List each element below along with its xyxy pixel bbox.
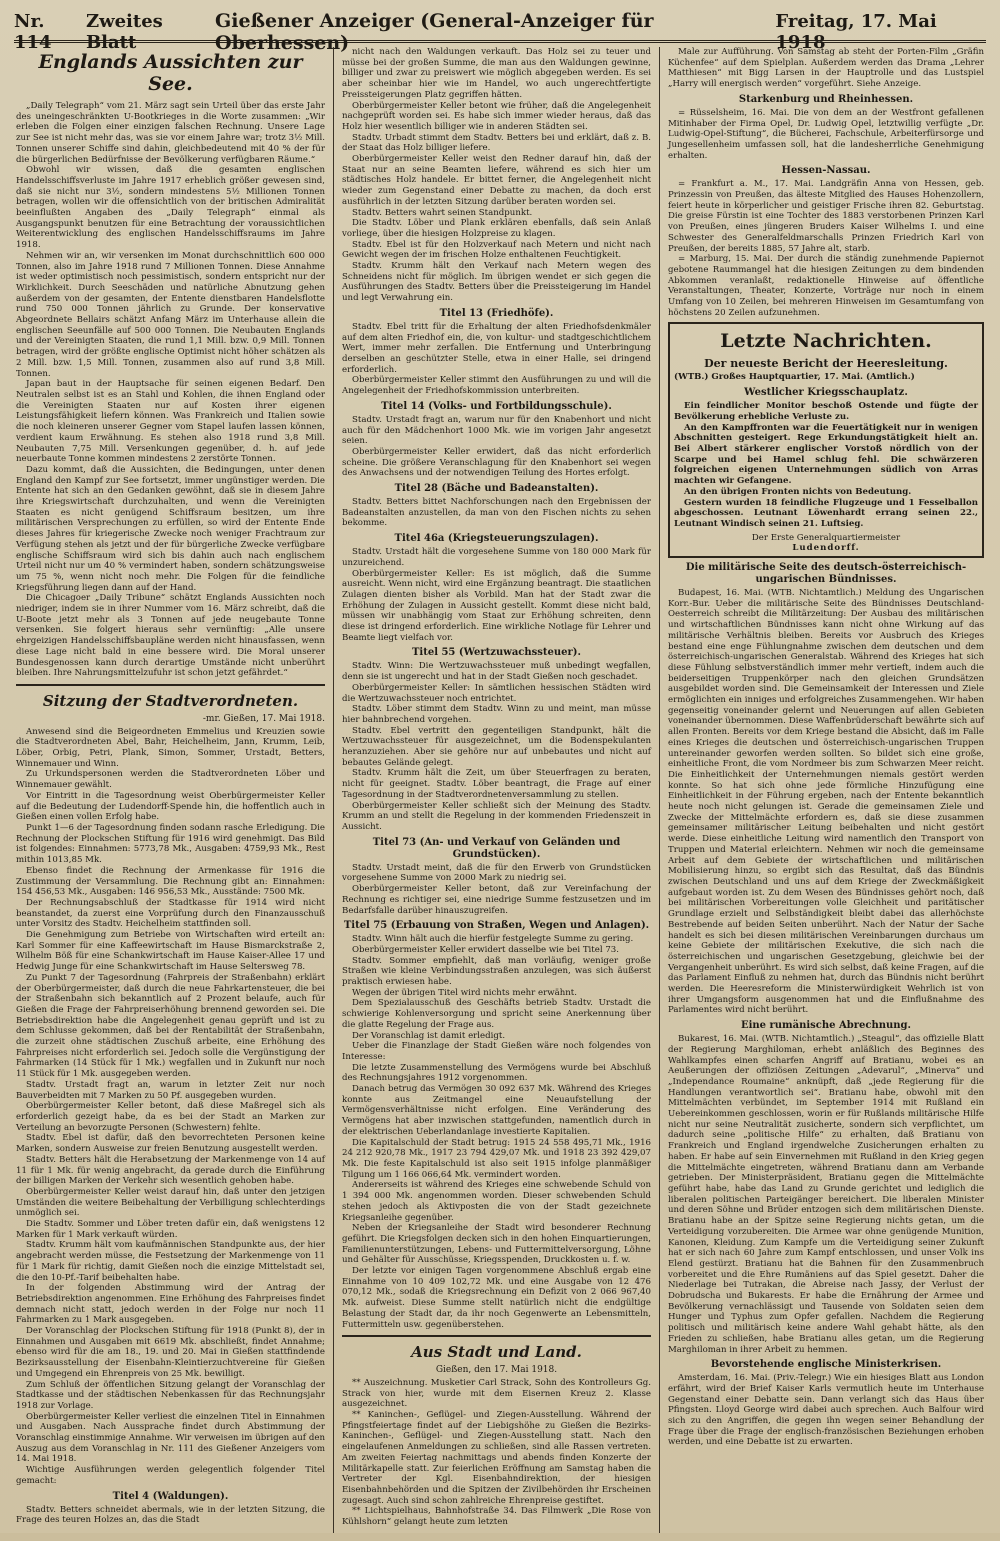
paragraph: Die Stadtv. Löber und Plank erklären ebenfalls, daß sein Anlaß vorliege, über die hiesigen Holzpreise zu klagen. — [342, 218, 651, 239]
paragraph: Nehmen wir an, wir versenken im Monat durchschnittlich 600 000 Tonnen, also im Jahre 1918 rund 7 Millionen Tonnen. Diese Annahme ist weder optimistisch noch pessimistisch, sondern entspricht nur der Wirklichkeit. Durch Seeschäden und natürliche Abnutzung gehen außerdem von der gesamten, der Entente dienstbaren Handelsflotte rund 750 000 Tonnen jährlich zu Grunde. Der konservative Abgeordnete Bellairs schätzt Anfang März im Unterhause allein die englischen Seeunfälle auf 500 000 Tonnen. Die Neubauten Englands und der Vereinigten Staaten, die rund 1,1 Mill. bzw. 0,9 Mill. Tonnen betragen, wird der größte englische Optimist nicht höher schätzen als 2 Mill. bzw. 1,5 Mill. Tonnen, zusammen also auf rund 3,8 Mill. Tonnen. — [16, 250, 325, 379]
paragraph: Stadtv. Betters schneidet abermals, wie in der letzten Sitzung, die Frage des teuren Holzes an, das die Stadt — [16, 1504, 325, 1526]
paragraph: An den übrigen Fronten nichts von Bedeutung. — [684, 486, 912, 497]
section-title-starkenburg: Starkenburg und Rheinhessen. — [738, 93, 914, 105]
paragraph: Stadtv. Ebel tritt für die Erhaltung der alten Friedhofsdenkmäler auf dem alten Friedhof ein, die, von kultur- und stadtgeschichtlichem Wert, immer mehr zerfallen. Die Entfernung und Unterbringung derselben an geschützter Stelle, etwa in einer Halle, sei dringend erforderlich. — [342, 321, 651, 375]
paragraph: Der letzte vor einigen Tagen vorgenommene Abschluß ergab eine Einnahme von 10 409 102,72 Mk. und eine Ausgabe von 12 476 070,12 Mk., sodaß die Kriegsrechnung ein Defizit von 2 066 967,40 Mk. aufweist. Diese Summe stellt natürlich nicht die endgültige Belastung der Stadt dar, da ihr noch Gegenwerte an Lebensmitteln, Futtermitteln usw. gegenüberstehen. — [342, 1266, 651, 1330]
body-cont-kino — [668, 47, 984, 90]
paragraph: In der folgenden Abstimmung wird der Antrag der Betriebsdirektion angenommen. Eine Erhöhung des Fahrpreises findet demnach nicht statt, jedoch werden in der Folge nur noch 11 Fahrmarken zu 1 Mark ausgegeben. — [16, 1283, 325, 1326]
article-body-cont — [342, 47, 651, 304]
paragraph: Stadtv. Urbadt stimmt dem Stadtv. Betters bei und erklärt, daß z. B. der Staat das Holz billiger liefere. — [342, 132, 651, 154]
article-title-england: Englands Aussichten zur See. — [38, 51, 303, 95]
article-body-england — [16, 101, 325, 679]
paragraph: Gestern wurden 18 feindliche Flugzeuge und 1 Fesselballon abgeschossen. Leutnant Löwenhardt errang seinen 22., Leutnant Windisch seinen 21. Luftsieg. — [674, 497, 978, 529]
paragraph: = Marburg, 15. Mai. Der durch die ständig zunehmende Papiernot gebotene Raummangel hat die hiesigen Zeitungen zu dem bindenden Abkommen veranlaßt, redaktionelle Hinweise auf öffentliche Veranstaltungen, Theater, Konzerte, Vorträge nur noch in einem Umfang von 10 Zeilen, bei mehreren Hinweisen im Gesamtumfang von höchstens 20 Zeilen aufzunehmen. — [668, 254, 984, 318]
paragraph: Stadtv. Krumm hält die Zeit, um über Steuerfragen zu beraten, nicht für geeignet. Stadtv. Löber beantragt, die Frage auf einer Tagesordnung in der Stadtverordnetenversammlung zu stellen. — [342, 768, 651, 800]
paragraph: Oberbürgermeister Keller verliest die einzelnen Titel in Einnahmen und Ausgaben. Nach Aussprache findet durch Abstimmung der Voranschlag einstimmige Annahme. Wir verweisen im übrigen auf den Auszug aus dem Voranschlag in Nr. 111 des Gießener Anzeigers vom 14. Mai 1918. — [16, 1411, 325, 1465]
body-titel14 — [342, 415, 651, 479]
paragraph: Stadtv. Ebel ist für den Holzverkauf nach Metern und nicht nach Gewicht wegen der im frischen Holze enthaltenen Feuchtigkeit. — [342, 239, 651, 261]
body-titel46a — [342, 547, 651, 643]
paragraph: Oberbürgermeister Keller erwidert dasselbe wie bei Titel 73. — [352, 944, 619, 955]
article-title-letzte-nachrichten: Letzte Nachrichten. — [720, 330, 932, 353]
body-englisch — [668, 1373, 984, 1448]
paragraph: = Rüsselsheim, 16. Mai. Die von dem an der Westfront gefallenen Mitinhaber der Firma Opel, Dr. Ludwig Opel, letztwillig verfügte „Dr. Ludwig-Opel-Stiftung“, die Bücherei, Fachschule, Arbeiterfürsorge und Jungesellenheim umfassen soll, hat die landesherrliche Genehmigung erhalten. — [668, 107, 984, 161]
paragraph: Stadtv. Urstadt meint, daß die für den Erwerb von Grundstücken vorgesehene Summe von 2000 Mark zu niedrig sei. — [342, 862, 651, 884]
masthead — [14, 10, 986, 54]
body-titel73 — [342, 863, 651, 917]
section-title-bericht: Der neueste Bericht der Heeresleitung. — [704, 357, 948, 371]
paragraph: Male zur Aufführung. Von Samstag ab steht der Porten-Film „Gräfin Küchenfee“ auf dem Spielplan. Außerdem werden das Drama „Lehrer Matthiesen“ mit Bigg Larsen in der Hauptrolle und das Lustspiel „Harry will energisch werden“ vorgeführt. Siehe Anzeige. — [668, 47, 984, 90]
paragraph: Ein feindlicher Monitor beschoß Ostende und fügte der Bevölkerung erhebliche Verluste zu. — [674, 401, 978, 422]
paragraph: Anwesend sind die Beigeordneten Emmelius und Kreuzien sowie die Stadtverordneten Abel, Bahr, Heichelheim, Jann, Krumm, Leib, Löber, Orbig, Petri, Plank, Simon, Sommer, Urstadt, Betters, Winnemauer und Winn. — [16, 726, 325, 769]
paragraph: Die letzte Zusammenstellung des Vermögens wurde bei Abschluß des Rechnungsjahres 1912 vorgenommen. — [342, 1062, 651, 1084]
article-body-titel4 — [16, 1505, 325, 1526]
article-title-sitzung: Sitzung der Stadtverordneten. — [42, 691, 299, 710]
dateline-stadt: Gießen, den 17. Mai 1918. — [435, 1365, 558, 1376]
body-titel75 — [342, 934, 651, 1330]
paragraph: Oberbürgermeister Keller betont wie früher, daß die Angelegenheit nachgeprüft worden sei. Es habe sich immer wieder heraus, daß das Holz hier wesentlich billiger wie in anderen Städten sei. — [342, 100, 651, 132]
paragraph: Stadtv. Urstadt fragt an, warum in letzter Zeit nur noch Bauverbeidten mit 7 Marken zu 50 Pf. ausgegeben wurden. — [16, 1079, 325, 1101]
section-title-titel55: Titel 55 (Wertzuwachssteuer). — [411, 647, 582, 659]
bottom-edge — [0, 1533, 1000, 1541]
paragraph: nicht nach den Waldungen verkauft. Das Holz sei zu teuer und müsse bei der großen Summe, die man aus den Waldungen gewinne, billiger und zwar zu preiswert wie möglich abgegeben werden. Es sei aber scheinbar hier wie im Handel, wo auch ungerechtfertigte Preissteigerungen Platz gegriffen hätten. — [342, 47, 651, 100]
paragraph: Zum Schluß der öffentlichen Sitzung gelangt der Voranschlag der Stadtkasse und der städtischen Nebenkassen für das Rechnungsjahr 1918 zur Vorlage. — [16, 1379, 325, 1411]
section-title-englisch: Bevorstehende englische Ministerkrisen. — [710, 1359, 942, 1371]
paragraph: Stadtv. Betters bittet Nachforschungen nach den Ergebnissen der Badeanstalten anzustellen, da man von den Fischen nichts zu sehen bekomme. — [342, 497, 651, 529]
paragraph: Oberbürgermeister Keller stimmt den Ausführungen zu und will die Angelegenheit der Friedhofskommission unterbreiten. — [342, 375, 651, 397]
columns — [14, 47, 986, 1537]
paragraph: Bukarest, 16. Mai. (WTB. Nichtamtlich.) „Steagul“, das offizielle Blatt der Regierung Marghiloman, erhebt anläßlich des Beginnes des Wahlkampfes einen scharfen Angriff auf Bratianu, wobei es an Aeußerungen der offiziösen Zeitungen „Adevarul“, „Minerva“ und „Independance Roumaine“ anknüpft, daß „jede Regierung für die Handlungen verantwortlich sei“. Bratianu habe, obwohl mit den Mittelmächten verbündet, im September 1914 mit Rußland ein Uebereinkommen geschlossen, worin er für Rußlands militärische Hilfe nicht nur seine Neutralität zusicherte, sondern sich verpflichtet, um dadurch seine „politische Hilfe“ zu erhalten, daß Bratianu von Frankreich und England irgendwelche Zusicherungen erhalten zu haben. Er habe auf sein Einvernehmen mit Rußland in den Krieg gegen die Mittelmächte eingetreten, während Bratianu dann am Verbande getrieben. Der Ministerpräsident, Bratianu gegen die Mittelmächte geführt habe, habe das Land zu Grunde gerichtet und lediglich die liberalen politischen Parteigänger bereichert. Die liberalen Minister und deren Söhne und Brüder entzogen sich dem militärischen Dienste. Bratianu habe an der Spitze seine Regierung nichts getan, um die Verteidigung vorzubereiten. Die Armee war ohne genügende Munition, Kanonen, Kleidung. Zum Kampfe um die Verteidigung seiner Zukunft hat er sich nach 60 Jahre zum Kampf entschlossen, und unser Volk ins Elend gestürzt. Bratianu hat die Bahnen für den Zusammenbruch vorbereitet und die Ehre Rumäniens auf das Spiel gesetzt. Daher die Niederlage bei Tutrakan, die Abreise nach Jassy, der Verlust der Dobrudscha und Bukarests. Er habe die Ernährung der Armee und Bevölkerung vernachlässigt und Tausende von Soldaten seien dem Hunger und Typhus zum Opfer gefallen. Nachdem die Regierung politisch und militärisch keine andere Wahl gehabt hätte, als den Frieden zu schließen, habe Bratianu alles getan, um die Regierung Marghiloman in ihrer Arbeit zu hemmen. — [668, 1034, 984, 1355]
paragraph: Dazu kommt, daß die Aussichten, die Bedingungen, unter denen England den Kampf zur See fortsetzt, immer ungünstiger werden. Die Entente hat sich an den Gedanken gewöhnt, daß sie in diesem Jahre ihre Kriegswirtschaft durchzuhalten, und wenn die Vereinigten Staaten es nicht genügend Schiffsraum besitzen, um ihre militärischen Versprechungen zu erfüllen, so wird der Entente Ende dieses Jahres für kriegerische Zwecke noch weniger Frachtraum zur Verfügung stehen als jetzt und der für bürgerliche Zwecke verfügbare englische Schiffsraum wird sich bis dahin auch nach englischem Urteil nicht nur um 40 % vermindert haben, sondern schätzungsweise um 75 %, wenn nicht noch mehr. Die Folgen für die feindliche Kriegsführung liegen dann auf der Hand. — [16, 464, 325, 593]
paragraph: Oberbürgermeister Keller betont, daß diese Maßregel sich als erforderlich gezeigt habe, da es bei der Stadt an Marken zur Verteilung an bevorzugte Personen (Schwestern) fehlte. — [16, 1101, 325, 1133]
paragraph: Stadtv. Ebel vertritt den gegenteiligen Standpunkt, hält die Wertzuwachssteuer für ausgezeichnet, um die Bodenspekulanten heranzuziehen. Aber sie gehöre nur auf unbebautes und nicht auf bebautes Gelände gelegt. — [342, 725, 651, 768]
section-title-titel28: Titel 28 (Bäche und Badeanstalten). — [394, 483, 599, 495]
paragraph: Stadtv. Betters hält die Herabsetzung der Markenmenge von 14 auf 11 für 1 Mk. für wenig angebracht, da gerade durch die Einführung der billigen Marken der Verkehr sich wesentlich gehoben habe. — [16, 1154, 325, 1187]
paragraph: Neben der Kriegsanleihe der Stadt wird besonderer Rechnung geführt. Die Kriegsfolgen decken sich in den hohen Einquartierungen, Familienunterstützungen, Lebens- und Futtermittelversorgung, Löhne und Gehälter für Ausschüsse, Kriegsspenden, Druckkosten u. f. w. — [342, 1223, 651, 1266]
dateline: -mr. Gießen, 17. Mai 1918. — [202, 713, 325, 724]
paragraph: Punkt 1—6 der Tagesordnung finden sodann rasche Erledigung. Die Rechnung der Plockschen Stiftung für 1916 wird genehmigt. Das Bild ist folgendes: Einnahmen: 5773,78 Mk., Ausgaben: 4759,93 Mk., Rest mithin 1013,85 Mk. — [16, 823, 325, 866]
paragraph: Stadtv. Winn hält auch die hierfür festgelegte Summe zu gering. — [352, 934, 634, 945]
paragraph: Stadtv. Ebel ist dafür, daß den bevorrechteten Personen keine Marken, sondern Ausweise zur freien Benutzung ausgestellt werden. — [16, 1133, 325, 1155]
body-westlicher — [674, 401, 978, 529]
paragraph: Zu Punkt 7 der Tagesordnung (Fahrpreis der Straßenbahn) erklärt der Oberbürgermeister, daß durch die neue Fahrkartensteuer, die bei der Straßenbahn sich bekanntlich auf 2 Prozent belaufe, auch für Gießen die Frage der Fahrpreiserhöhung brennend geworden sei. Die Betriebsdirektion habe die Angelegenheit genau geprüft und ist zu dem Schlusse gekommen, daß bei der Rentabilität der Straßenbahn, die zurzeit ohne städtischen Zuschuß arbeite, eine Erhöhung des Fahrpreises nicht erforderlich sei. Jedoch solle die Vergünstigung der Fahrmarken (14 Stück für 1 Mk.) wegfallen und in Zukunft nur noch 11 Stück für 1 Mk. ausgegeben werden. — [16, 972, 325, 1080]
paragraph: Der Voranschlag ist damit erledigt. — [352, 1030, 506, 1041]
section-title-titel46a: Titel 46a (Kriegsteuerungszulagen). — [394, 533, 599, 545]
paragraph: ** Auszeichnung. Musketier Carl Strack, Sohn des Kontrolleurs Gg. Strack von hier, wurde mit dem Eisernen Kreuz 2. Klasse ausgezeichnet. — [342, 1377, 651, 1410]
paragraph: Wichtige Ausführungen werden gelegentlich folgender Titel gemacht: — [16, 1465, 325, 1486]
column-1 — [14, 47, 334, 1537]
paragraph: Amsterdam, 16. Mai. (Priv.-Telegr.) Wie ein hiesiges Blatt aus London erfährt, wird der Brief Kaiser Karls vermutlich heute im Unterhause Gegenstand einer Debatte sein. Dann verlangt sich das Haus über Pfingsten. Lloyd George wird dabei auch sprechen. Auch Balfour wird sich zu den Angriffen, die gegen ihn wegen seiner Behandlung der Frage über die Frage der englisch-französischen Beziehungen erhoben werden, und eine Debatte ist zu erwarten. — [668, 1373, 984, 1448]
section-title-westlicher: Westlicher Kriegsschauplatz. — [744, 387, 908, 399]
paragraph: Stadtv. Betters wahrt seinen Standpunkt. — [352, 207, 533, 218]
article-body-sitzung — [16, 727, 325, 1487]
body-titel13 — [342, 322, 651, 397]
section-title-titel4: Titel 4 (Waldungen). — [112, 1490, 229, 1502]
paragraph: Obwohl wir wissen, daß die gesamten englischen Handelsschiffsverluste im Jahre 1917 erheblich größer gewesen sind, daß sie nicht nur 3½, sondern mindestens 5½ Millionen Tonnen betragen, wollen wir die offensichtlich von der britischen Admiralität beeinflußten Angaben des „Daily Telegraph“ einmal als Ausgangspunkt benutzen für eine Betrachtung der voraussichtlichen Weiterentwicklung des englischen Handelsschiffsraums im Jahre 1918. — [16, 165, 325, 251]
section-title-hessen-nassau: Hessen-Nassau. — [781, 165, 871, 177]
paragraph: Dem Spezialausschuß des Geschäfts betrieb Stadtv. Urstadt die schwierige Kohlenversorgung und spricht seine Anerkennung über die glatte Regelung der Frage aus. — [342, 998, 651, 1030]
paragraph: Oberbürgermeister Keller erwidert, daß das nicht erforderlich scheine. Die größere Veranschlagung für den Knabenhort sei wegen des Anwachsens und der notwendigen Teilung des Hortes erfolgt. — [342, 446, 651, 479]
section-title-titel13: Titel 13 (Friedhöfe). — [439, 307, 554, 319]
signature-role: Der Erste Generalquartiermeister — [751, 532, 901, 543]
paragraph: Oberbürgermeister Keller betont, daß zur Vereinfachung der Rechnung es richtiger sei, eine niedrige Summe festzusetzen und im Bedarfsfalle darüber hinauszugreifen. — [342, 884, 651, 916]
paragraph: Die Stadtv. Sommer und Löber treten dafür ein, daß wenigstens 12 Marken für 1 Mark verkauft würden. — [16, 1219, 325, 1240]
article-title-stadt-land: Aus Stadt und Land. — [411, 1343, 582, 1362]
paragraph: Ebenso findet die Rechnung der Armenkasse für 1916 die Zustimmung der Versammlung. Die Rechnung gibt an: Einnahmen: 154 456,53 Mk., Ausgaben: 146 956,53 Mk., Ausstände: 7500 Mk. — [16, 865, 325, 898]
paragraph: Stadtv. Urstadt hält die vorgesehene Summe von 180 000 Mark für unzureichend. — [342, 547, 651, 568]
paragraph: An den Kampffronten war die Feuertätigkeit nur in wenigen Abschnitten gesteigert. Rege Erkundungstätigkeit hielt an. Bei Albert stärkerer englischer Vorstoß nördlich von der Scarpe und bei Hamel schlug fehl. Die schwärzeren folgreichen eigenen Unternehmungen südlich von Arras machten wir Gefangene. — [674, 422, 978, 487]
divider — [342, 1335, 651, 1337]
newspaper-title: Gießener Anzeiger (General-Anzeiger für Oberhessen) — [215, 10, 654, 54]
paragraph: Danach betrug das Vermögen 30 092 637 Mk. Während des Krieges konnte aus Zeitmangel eine Neuaufstellung der Vermögensverhältnisse nicht erfolgen. Eine Veränderung des Vermögens hat aber inzwischen stattgefunden, namentlich durch in der elektrischen Ueberlandanlage investierte Kapitalien. — [342, 1084, 651, 1137]
paragraph: Stadtv. Löber stimmt dem Stadtv. Winn zu und meint, man müsse hier bahnbrechend vorgehen. — [342, 704, 651, 725]
issue-date: Freitag, 17. Mai 1918 — [775, 11, 937, 53]
paragraph: Stadtv. Urstadt fragt an, warum nur für den Knabenhort und nicht auch für den Mädchenhort 1000 Mk. wie im vorigen Jahr angesetzt seien. — [342, 414, 651, 447]
body-militaerisch — [668, 588, 984, 1016]
paragraph: Die Genehmigung zum Betriebe von Wirtschaften wird erteilt an: Karl Sommer für eine Kaffeewirtschaft im Hause Bismarckstraße 2, Wilhelm Böß für eine Schankwirtschaft im Hause Kaiser-Allee 17 und Hedwig Junge für eine Schankwirtschaft im Hause Seltersweg 78. — [16, 930, 325, 973]
column-3 — [660, 47, 986, 1537]
paragraph: „Daily Telegraph“ vom 21. März sagt sein Urteil über das erste Jahr des uneingeschränkten U-Bootkrieges in die Worte zusammen: „Wir erleben die Folgen einer einzigen falschen Rechnung. Unsere Lage zur See ist nicht mehr das, was sie vor einem Jahre war; trotz 3½ Mill. Tonnen unserer Schiffe sind dahin, gleichbedeutend mit 40 % der für die bürgerlichen Bedürfnisse der Bevölkerung verfügbaren Räume.“ — [16, 101, 325, 165]
paragraph: Ueber die Finanzlage der Stadt Gießen wäre noch folgendes von Interesse: — [342, 1041, 651, 1062]
paragraph: Oberbürgermeister Keller weist den Redner darauf hin, daß der Staat nur an seine Beamten liefere, während es sich hier um städtisches Holz handele. Er bittet ferner, die Angelegenheit nicht wieder zum Gegenstand einer Debatte zu machen, da doch erst ausführlich in der letzten Sitzung darüber beraten worden sei. — [342, 154, 651, 207]
paragraph: = Frankfurt a. M., 17. Mai. Landgräfin Anna von Hessen, geb. Prinzessin von Preußen, das älteste Mitglied des Hauses Hohenzollern, feiert heute in körperlicher und geistiger Frische ihren 82. Geburtstag. Die greise Fürstin ist eine Tochter des 1883 verstorbenen Prinzen Karl von Preußen, eines jüngeren Bruders Kaiser Wilhelms I. und eine Schwester des Generalfeldmarschalls Prinzen Friedrich Karl von Preußen, der bereits 1885, 57 Jahre alt, starb. — [668, 179, 984, 254]
section-title-militaerisch: Die militärische Seite des deutsch-österreichisch-ungarischen Bündnisses. — [685, 562, 967, 586]
paragraph: Stadtv. Krumm hält den Verkauf nach Metern wegen des Schneidens nicht für möglich. Im übrigen wendet er sich gegen die Ausführungen des Stadtv. Betters über die Preissteigerung im Handel und legt Verwahrung ein. — [342, 261, 651, 304]
paragraph: Der Rechnungsabschluß der Stadtkasse für 1914 wird nicht beanstandet, da zuerst eine Vorprüfung durch den Finanzausschuß unter Vorsitz des Stadtv. Heichelheim stattfinden soll. — [16, 897, 325, 930]
paragraph: Wegen der übrigen Titel wird nichts mehr erwähnt. — [352, 987, 577, 998]
paragraph: Stadtv. Winn: Die Wertzuwachssteuer muß unbedingt wegfallen, denn sie ist ungerecht und hat in der Stadt Gießen noch geschadet. — [342, 661, 651, 683]
paragraph: Der Voranschlag der Plockschen Stiftung für 1918 (Punkt 8), der in Einnahmen und Ausgaben mit 6619 Mk. abschließt, findet Annahme; ebenso wird für die am 18., 19. und 20. Mai in Gießen stattfindende Bezirksausstellung der Eisenbahn-Kleintierzuchtvereine für Gießen und Umgegend ein Ehrenpreis von 25 Mk. bewilligt. — [16, 1326, 325, 1379]
body-titel55 — [342, 661, 651, 832]
paragraph: Stadtv. Krumm hält vom kaufmännischen Standpunkte aus, der hier angebracht werden müsse, die Festsetzung der Markenmenge von 11 für 1 Mark für richtig, damit Gießen noch die einzige Mittelstadt sei, die den 10-Pf.-Tarif beibehalten habe. — [16, 1240, 325, 1283]
signature-name: Ludendorff. — [792, 543, 860, 554]
body-hessen-nassau — [668, 179, 984, 318]
section-title-titel75: Titel 75 (Erbauung von Straßen, Wegen und Anlagen). — [343, 920, 650, 932]
paragraph: Die Chicagoer „Daily Tribune“ schätzt Englands Aussichten noch niedriger, indem sie in ihrer Nummer vom 16. März schreibt, daß die U-Boote jetzt mehr als 3 Tonnen auf jede neugebaute Tonne versenken. Sie folgert hieraus sehr vernünftig: „Alle unsere ehrgeizigen Handelsschiffsbaupläne werden nicht hinausfassen, wenn diese Lage nicht bald in eine bessere wird. Die Moral unserer Bundesgenossen kann durch derartige Umstände nicht unberührt bleiben. Ihre Nahrungsmittelzufuhr ist schon jetzt gefährdet.“ — [16, 593, 325, 679]
body-rumaenisch — [668, 1034, 984, 1355]
sheet-label: Zweites Blatt — [85, 11, 163, 53]
latest-news-box — [668, 322, 984, 558]
paragraph: Oberbürgermeister Keller: Es ist möglich, daß die Summe ausreicht. Wenn nicht, wird eine Ergänzung beantragt. Die staatlichen Zulagen dienten bisher als Vorbild. Man hat der Stadt zwar die Erhöhung der Zulagen in Aussicht gestellt. Kommt diese nicht bald, müssen wir unabhängig vom Staat zur Erhöhung schreiten, denn diese ist dringend erforderlich. Eine wirkliche Notlage für Lehrer und Beamte liegt vielfach vor. — [342, 568, 651, 643]
divider — [16, 684, 325, 686]
paragraph: Oberbürgermeister Keller weist darauf hin, daß unter den jetzigen Umständen die weitere Beibehaltung der Verbilligung schlechterdings unmöglich sei. — [16, 1186, 325, 1219]
paragraph: Die Kapitalschuld der Stadt betrug: 1915 24 558 495,71 Mk., 1916 24 212 920,78 Mk., 1917 23 794 429,07 Mk. und 1918 23 392 429,07 Mk. Die feste Kapitalschuld ist also seit 1915 infolge planmäßiger Tilgung um 1 166 066,64 Mk. vermindert worden. — [342, 1137, 651, 1180]
paragraph: Vor Eintritt in die Tagesordnung weist Oberbürgermeister Keller auf die Bedeutung der Ludendorff-Spende hin, die hoffentlich auch in Gießen einen vollen Erfolg habe. — [16, 790, 325, 823]
body-titel28 — [342, 497, 651, 529]
section-title-rumaenisch: Eine rumänische Abrechnung. — [740, 1020, 912, 1032]
paragraph: Andererseits ist während des Krieges eine schwebende Schuld von 1 394 000 Mk. angenommen worden. Dieser schwebenden Schuld stehen jedoch als Aktivposten die von der Stadt gezeichnete Kriegsanleihe gegenüber. — [342, 1180, 651, 1223]
section-title-titel73: Titel 73 (An- und Verkauf von Geländen und Grundstücken). — [372, 836, 621, 860]
bericht-head: (WTB.) Großes Hauptquartier, 17. Mai. (Amtlich.) — [674, 372, 915, 383]
paragraph: Japan baut in der Hauptsache für seinen eigenen Bedarf. Den Neutralen selbst ist es an Stahl und Kohlen, die ihnen England oder die Vereinigten Staaten nur auf Kosten ihrer eigenen Leistungsfähigkeit liefern können. Was Frankreich und Italien sowie die noch kleineren unserer Gegner vom Stapel laufen lassen können, verdient kaum Erwähnung. Es stehen also 1918 rund 3,8 Mill. Neubauten 7,75 Mill. Versenkungen gegenüber, d. h. auf jede neuerbaute Tonne kommen mindestens 2 zerstörte Tonnen. — [16, 379, 325, 465]
paragraph: Oberbürgermeister Keller: In sämtlichen hessischen Städten wird die Wertzuwachssteuer noch entrichtet. — [342, 682, 651, 704]
issue-number: Nr. 114 — [14, 11, 52, 53]
paragraph: Budapest, 16. Mai. (WTB. Nichtamtlich.) Meldung des Ungarischen Korr.-Bur. Ueber die militärische Seite des Bündnisses Deutschland-Oesterreich schreibt die Militärzeitung: Der Ausbau des militärischen und wirtschaftlichen Bündnisses kann nicht ohne Wirkung auf das militärische Verhältnis bleiben. Bereits vor Ausbruch des Krieges bestand eine enge Fühlungnahme zwischen dem deutschen und dem österreichisch-ungarischen Generalstab. Während des Krieges hat sich diese Fühlung selbstverständlich immer mehr vertieft, indem auch die beiderseitigen Truppenkörper nach den gleichen Grundsätzen ausgebildet worden sind. Die Gemeinsamkeit der Interessen und Ziele ermöglichten ein inniges und erfolgreiches Zusammengehen. Wir haben gegenseitig voneinander gelernt und Neuerungen auf allen Gebieten voneinander übernommen. Diese Waffenbrüderschaft bewährte sich auf allen Fronten. Bereits vor dem Kriege bestand die Absicht, daß im Falle eines Krieges die deutschen und österreichisch-ungarischen Truppen untereinander geworfen werden sollten. So bildet sich eine große, einheitliche Front, die vom Nordmeer bis zum Schwarzen Meer reicht. Die Einheitlichkeit der Unternehmungen niemals gestört werden konnte. So hat sich ohne jede förmliche Hinzufügung eine Einheitlichkeit in der Führung ergeben, nach der Entente bekanntlich heute noch nicht gelungen ist. Gerade die gemeinsamen Ziele und Zwecke der Mittelmächte erfordern es, daß sie diese zusammen gemeinsamer militärischer Leitung beibehalten und nicht gestört werde. Diese einheitliche Leitung wird namentlich den Transport von Truppen und Material erleichtern. Nehmen wir noch die gemeinsame Arbeit auf dem Gebiete der wirtschaftlichen und militärischen Mobilisierung hinzu, so ergibt sich das Resultat, daß das Bündnis zwischen Deutschland und uns auf dem Kriege der Zweckmäßigkeit aufgebaut worden ist. Zu dem Wesen des Bündnisses gehört noch, daß bei militärischen Vorbereitungen volle Gleichheit und paritätischer Grundlage erzielt und Selbständigkeit bleibt dabei das allerhöchste Bestrebende auf beiden Seiten unberührt. Nach der Natur der Sache handelt es sich bei diesen militärischen Vereinbarungen durchaus um keine Gebiete der militärischen Exekutive, die sich nach die österreichischen und ungarischen Gesetzgebung, gleichwie bei der Vergangenheit unberührt. Es wird sich selbst, daß keine Fragen, auf die das Parlament Einfluß zu nehmen hat, durch das Bündnis nicht berührt werden. Die Heeresreform die Ministerwürdigkeit Wehrlich ist von ihrer Umgangsform ausgenommen hat und die Einflußnahme des Parlamentes wird nicht berührt. — [668, 588, 984, 1016]
paragraph: Zu Urkundspersonen werden die Stadtverordneten Löber und Winnemauer gewählt. — [16, 769, 325, 791]
paragraph: Oberbürgermeister Keller schließt sich der Meinung des Stadtv. Krumm an und stellt die Regelung in der kommenden Friedenszeit in Aussicht. — [342, 800, 651, 832]
paragraph: ** Lichtspielhaus, Bahnhofstraße 34. Das Filmwerk „Die Rose von Kühlshorn“ gelangt heute zum letzten — [342, 1506, 651, 1528]
section-title-titel14: Titel 14 (Volks- und Fortbildungsschule). — [381, 400, 612, 412]
body-stadt-land — [342, 1378, 651, 1528]
column-2 — [334, 47, 660, 1537]
paragraph: Stadtv. Sommer empfiehlt, daß man vorläufig, weniger große Straßen wie kleine Verbindungsstraßen anzulegen, was sich äußerst praktisch erwiesen habe. — [342, 955, 651, 988]
paragraph: ** Kaninchen-, Geflügel- und Ziegen-Ausstellung. Während der Pfingstfeiertage findet auf der Liebigshöhe zu Gießen die Bezirks-Kaninchen-, Geflügel- und Ziegen-Ausstellung statt. Nach den eingelaufenen Anmeldungen zu schließen, sind alle Rassen vertreten. Am zweiten Feiertag nachmittags und abends finden Konzerte der Militärkapelle statt. Zur feierlichen Eröffnung am Samstag haben die Vertreter der Kgl. Eisenbahndirektion, der hiesigen Eisenbahnbehörden und die Spitzen der Zivilbehörden ihr Erscheinen zugesagt. Auch sind schon zahlreiche Ehrenpreise gestiftet. — [342, 1410, 651, 1506]
body-starkenburg — [668, 108, 984, 162]
